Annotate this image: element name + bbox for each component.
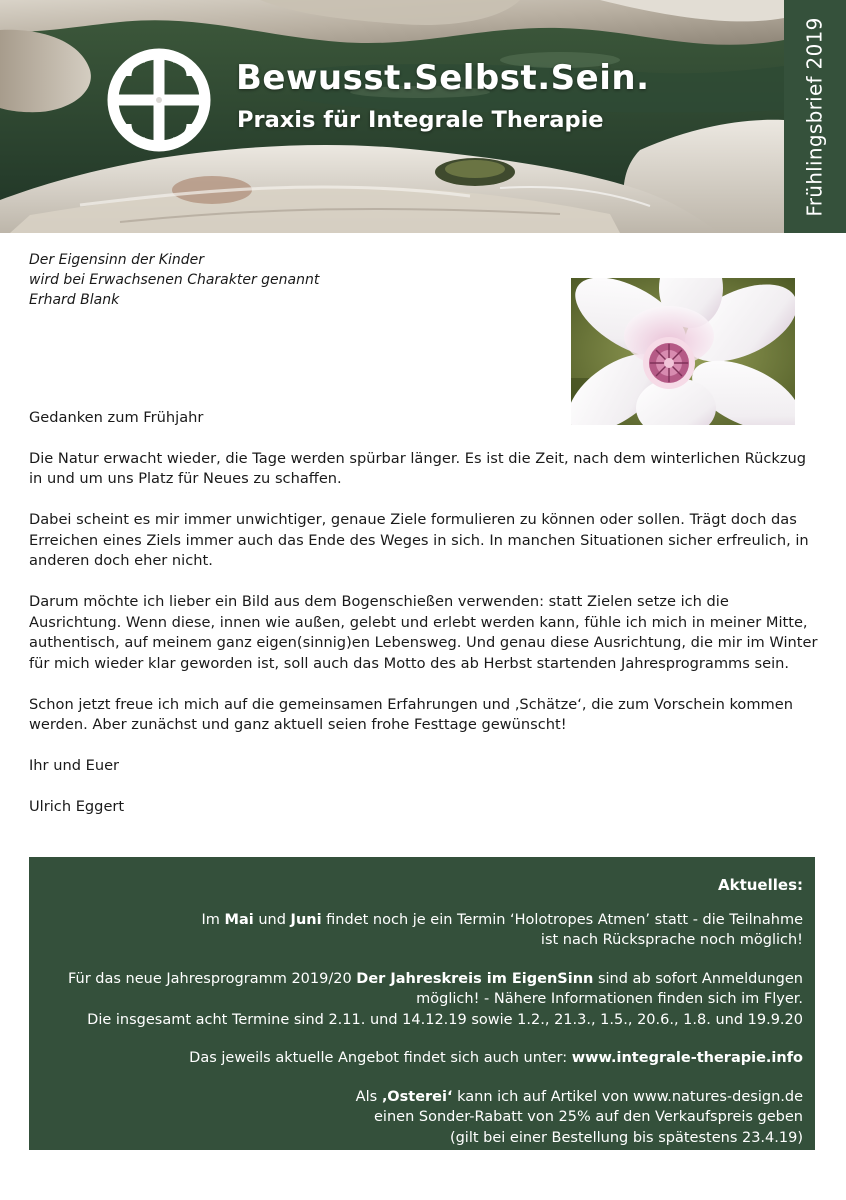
news-item-1-month-2: Juni — [290, 911, 322, 928]
celtic-knot-logo-icon — [105, 46, 213, 154]
letter-heading: Gedanken zum Frühjahr — [29, 409, 204, 426]
issue-label — [784, 0, 846, 233]
quote-line-1: Der Eigensinn der Kinder — [29, 252, 204, 268]
letter-signature: Ulrich Eggert — [29, 798, 125, 815]
news-item-2-text: Für das neue Jahresprogramm 2019/20 — [67, 970, 357, 987]
opening-quote — [29, 250, 319, 310]
brand-subtitle: Praxis für Integrale Therapie — [237, 107, 604, 133]
issue-label-text: Frühlingsbrief 2019 — [803, 16, 827, 217]
news-item-website — [41, 1048, 803, 1069]
news-title: Aktuelles: — [718, 876, 803, 894]
header-banner — [0, 0, 784, 233]
news-item-1-line-2: ist nach Rücksprache noch möglich! — [540, 932, 803, 948]
news-item-1-text-mid: und — [253, 911, 291, 928]
news-item-1-text: Im — [201, 911, 225, 928]
news-item-4-text-post: kann ich auf Artikel von www.natures-design.de — [452, 1088, 803, 1105]
news-item-easter-offer — [41, 1087, 803, 1149]
news-item-4-easter-egg: ‚Osterei‘ — [381, 1088, 453, 1105]
website-link[interactable]: www.integrale-therapie.info — [571, 1050, 803, 1066]
news-item-2-program-name: Der Jahreskreis im EigenSinn — [356, 970, 594, 987]
news-item-2-line-2: möglich! - Nähere Informationen finden sich im Flyer. — [416, 991, 803, 1007]
news-item-2-dates: Die insgesamt acht Termine sind 2.11. und 14.12.19 sowie 1.2., 21.3., 1.5., 20.6., 1.8. und 19.9.20 — [87, 1011, 803, 1028]
letter-paragraph-3: Darum möchte ich lieber ein Bild aus dem Bogenschießen verwenden: statt Zielen setze ich die Ausrichtung. Wenn diese, innen wie außen, gelebt und erlebt werden kann, fühle ich mich in meiner Mitte, authentisch, auf meinem ganz eigen(sinnig)en Lebensweg. Und genau diese Ausrichtung, die mir im Winter für mich wieder klar geworden ist, soll auch das Motto des ab Herbst startenden Jahresprogramms sein. — [29, 593, 818, 672]
news-box — [29, 857, 815, 1150]
letter-body — [29, 408, 819, 838]
brand-title: Bewusst.Selbst.Sein. — [236, 58, 650, 98]
news-item-holotropic — [41, 910, 803, 951]
news-item-4-line-2: einen Sonder-Rabatt von 25% auf den Verkaufspreis geben — [374, 1109, 803, 1125]
quote-line-2: wird bei Erwachsenen Charakter genannt — [29, 272, 320, 288]
quote-author: Erhard Blank — [29, 292, 120, 308]
news-item-annual-program — [41, 969, 803, 1031]
news-item-1-text-post: findet noch je ein Termin ‘Holotropes Atmen’ statt - die Teilnahme — [321, 911, 803, 928]
letter-closing: Ihr und Euer — [29, 757, 120, 774]
news-item-1-month-1: Mai — [224, 911, 254, 928]
news-item-4-text: Als — [355, 1088, 382, 1105]
news-item-4-line-3: (gilt bei einer Bestellung bis spätestens 23.4.19) — [449, 1129, 803, 1146]
news-item-3-text: Das jeweils aktuelle Angebot findet sich auch unter: — [189, 1050, 572, 1066]
magnolia-flower-image — [571, 278, 795, 425]
letter-paragraph-4: Schon jetzt freue ich mich auf die gemeinsamen Erfahrungen und ‚Schätze‘, die zum Vorschein kommen werden. Aber zunächst und ganz aktuell seien frohe Festtage gewünscht! — [29, 695, 793, 733]
news-item-2-text-post: sind ab sofort Anmeldungen — [593, 970, 803, 987]
letter-paragraph-2: Dabei scheint es mir immer unwichtiger, genaue Ziele formulieren zu können oder sollen. Trägt doch das Erreichen eines Ziels immer auch das Ende des Weges in sich. In manchen Situationen sicher erfreulich, in anderen doch eher nicht. — [29, 511, 809, 569]
letter-paragraph-1: Die Natur erwacht wieder, die Tage werden spürbar länger. Es ist die Zeit, nach dem winterlichen Rückzug in und um uns Platz für Neues zu schaffen. — [29, 449, 807, 487]
